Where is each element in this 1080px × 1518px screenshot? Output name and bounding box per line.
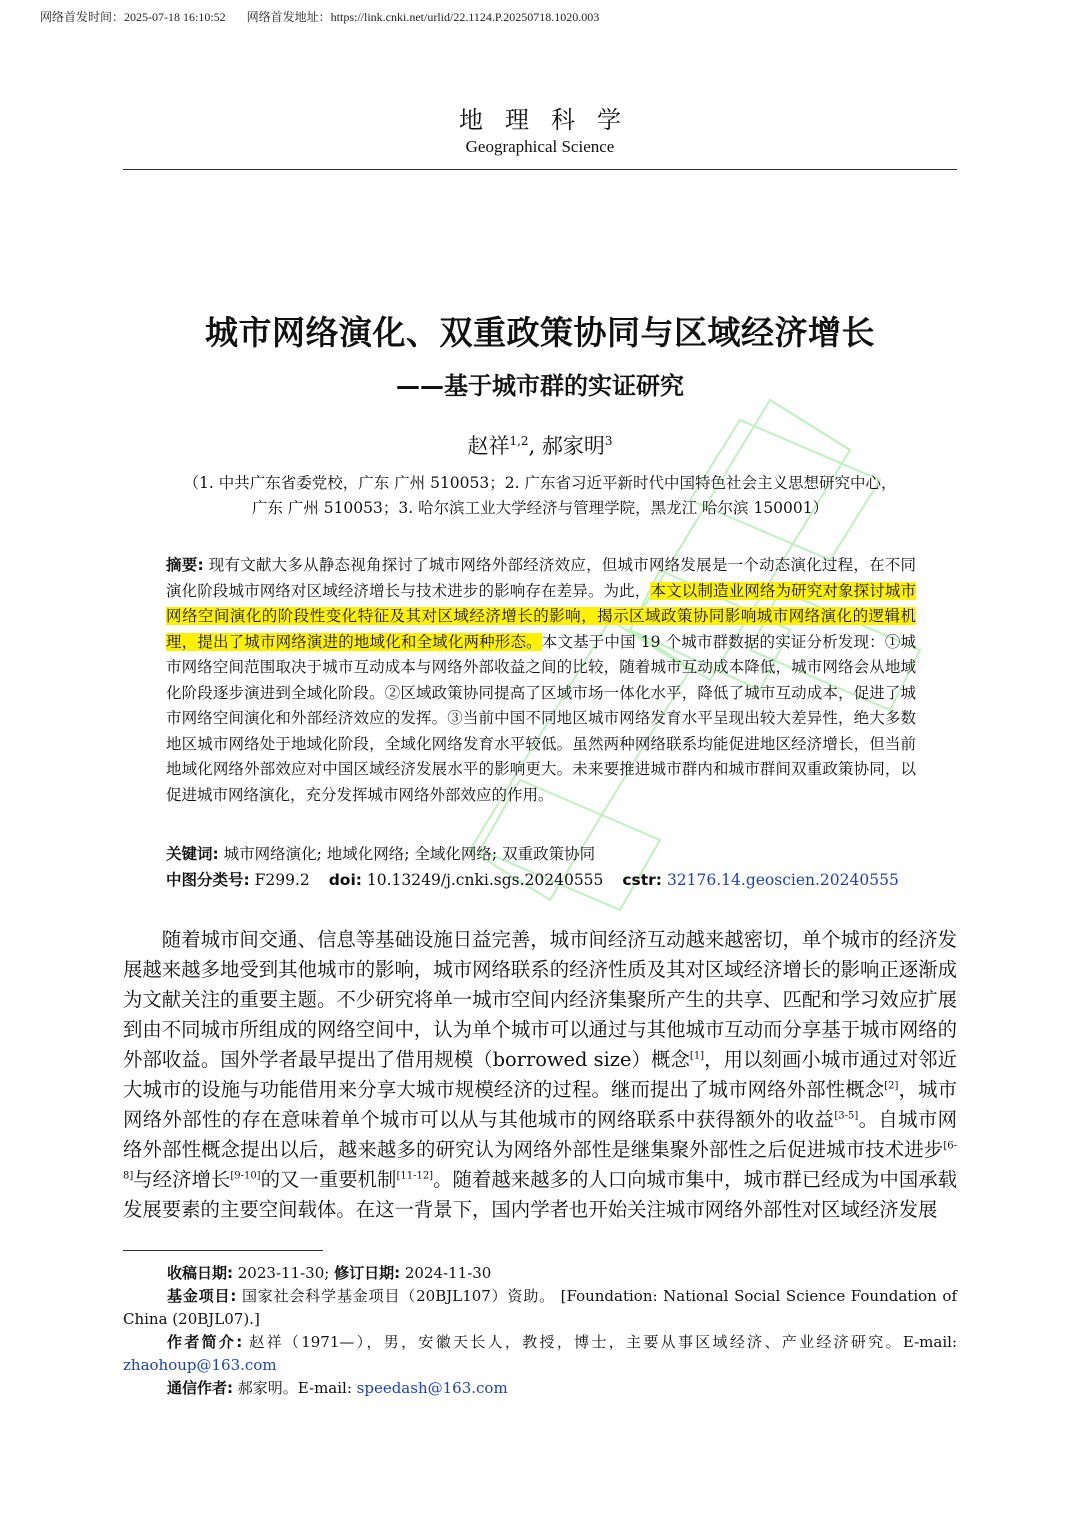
citation-ref[interactable]: [1] xyxy=(689,1050,705,1062)
affiliation-line: （1. 中共广东省委党校，广东 广州 510053；2. 广东省习近平新时代中国特色社会主义思想研究中心， xyxy=(183,474,897,492)
footnote-dates xyxy=(123,1262,957,1285)
cstr-link[interactable]: 32176.14.geoscien.20240555 xyxy=(662,871,899,889)
fund-label: 基金项目: xyxy=(167,1287,237,1305)
author-name: 郝家明 xyxy=(541,434,605,458)
online-publication-time: 网络首发时间：2025-07-18 16:10:52 xyxy=(40,10,226,24)
footnotes xyxy=(123,1262,957,1400)
body-text: 。自城市网络外部性概念提出以后，越来越多的研究认为网络外部性是继集聚外部性之后促进城市技术进步 xyxy=(123,1108,958,1161)
keywords-label: 关键词: xyxy=(166,845,219,863)
corr-text: 郝家明。E-mail: xyxy=(233,1379,357,1397)
article-title: 城市网络演化、双重政策协同与区域经济增长 xyxy=(205,313,875,352)
footnote-fund xyxy=(123,1285,957,1331)
body-text: 。随着越来越多的人口向城市集中，城市群已经成为中国承载发展要素的主要空间载体。在这一背景下，国内学者也开始关注城市网络外部性对区域经济发展 xyxy=(123,1168,958,1221)
citation-ref[interactable]: [9-10] xyxy=(230,1170,261,1182)
abstract xyxy=(166,553,916,808)
footnote-corresponding xyxy=(123,1377,957,1400)
online-publication-address: 网络首发地址：https://link.cnki.net/urlid/22.1124.P.20250718.1020.003 xyxy=(246,10,600,24)
received-label: 收稿日期: xyxy=(167,1264,233,1282)
bio-email-link[interactable]: zhaohoup@163.com xyxy=(123,1356,277,1374)
author-name: 赵祥 xyxy=(467,434,510,458)
citation-ref[interactable]: [3-5] xyxy=(834,1110,859,1122)
affiliations xyxy=(123,471,957,521)
body-text: ，城市网络外部性的存在意味着单个城市可以从与其他城市的网络联系中获得额外的收益 xyxy=(123,1078,958,1131)
citation-ref[interactable]: [11-12] xyxy=(396,1170,434,1182)
keywords xyxy=(166,842,595,864)
online-publication-header xyxy=(40,8,599,25)
body-text: 与经济增长 xyxy=(133,1168,231,1191)
abstract-highlight: 本文以制造业网络为研究对象探讨城市网络空间演化的阶段性变化特征及其对区域经济增长的影响，揭示区域政策协同影响城市网络演化的逻辑机理，提出了城市网络演进的地域化和全域化两种形态。 xyxy=(166,581,916,651)
bio-label: 作者简介: xyxy=(167,1333,243,1351)
abstract-text: 现有文献大多从静态视角探讨了城市网络外部经济效应，但城市网络发展是一个动态演化过程，在不同演化阶段城市网络对区域经济增长与技术进步的影响存在差异。为此， xyxy=(166,556,916,600)
abstract-text: 本文基于中国 19 个城市群数据的实证分析发现：①城市网络空间范围取决于城市互动成本与网络外部收益之间的比较，随着城市互动成本降低，城市网络会从地域化阶段逐步演进到全域化阶段。②区域政策协同提高了区域市场一体化水平，降低了城市互动成本，促进了城市网络空间演化和外部经济效应的发挥。③当前中国不同地区城市网络发育水平呈现出较大差异性，绝大多数地区城市网络处于地域化阶段，全域化网络发育水平较低。虽然两种网络联系均能促进地区经济增长，但当前地域化网络外部效应对中国区域经济发展水平的影响更大。未来要推进城市群内和城市群间双重政策协同，以促进城市网络演化，充分发挥城市网络外部效应的作用。 xyxy=(166,632,916,804)
corr-email-link[interactable]: speedash@163.com xyxy=(356,1379,508,1397)
clc-value: F299.2 xyxy=(249,871,310,889)
author-separator: , xyxy=(528,434,542,458)
author-list xyxy=(0,430,1080,460)
author-affil-marker: 1,2 xyxy=(509,434,529,448)
body-text: 的又一重要机制 xyxy=(260,1168,397,1191)
received-date: 2023-11-30; xyxy=(233,1264,330,1282)
body-text: ，用以刻画小城市通过对邻近大城市的设施与功能借用来分享大城市规模经济的过程。继而提出了城市网络外部性概念 xyxy=(123,1048,958,1101)
author-affil-marker: 3 xyxy=(604,434,613,448)
keywords-text: 城市网络演化; 地域化网络; 全域化网络; 双重政策协同 xyxy=(218,845,596,863)
footnote-divider xyxy=(123,1250,323,1251)
revised-date: 2024-11-30 xyxy=(400,1264,492,1282)
corr-label: 通信作者: xyxy=(167,1379,233,1397)
revised-label: 修订日期: xyxy=(334,1264,401,1282)
doi-label: doi: xyxy=(328,871,362,889)
abstract-label: 摘要: xyxy=(166,556,204,574)
citation-ref[interactable]: [6-8] xyxy=(123,1140,957,1182)
journal-name-en: Geographical Science xyxy=(465,137,615,156)
header-divider xyxy=(123,169,957,170)
footnote-bio xyxy=(123,1331,957,1377)
bio-text: 赵祥（1971—），男，安徽天长人，教授，博士，主要从事区域经济、产业经济研究。E-mail: xyxy=(242,1333,957,1351)
cstr-label: cstr: xyxy=(622,871,663,889)
doi-value: 10.13249/j.cnki.sgs.20240555 xyxy=(361,871,604,889)
affiliation-line: 广东 广州 510053；3. 哈尔滨工业大学经济与管理学院，黑龙江 哈尔滨 150001） xyxy=(251,499,829,517)
body-paragraph xyxy=(123,925,957,1225)
article-subtitle: ——基于城市群的实证研究 xyxy=(396,372,684,400)
classification-line xyxy=(166,868,899,890)
journal-name-cn: 地理科学 xyxy=(459,106,643,134)
body-text: 随着城市间交通、信息等基础设施日益完善，城市间经济互动越来越密切，单个城市的经济发展越来越多地受到其他城市的影响，城市网络联系的经济性质及其对区域经济增长的影响正逐渐成为文献关注的重要主题。不少研究将单一城市空间内经济集聚所产生的共享、匹配和学习效应扩展到由不同城市所组成的网络空间中，认为单个城市可以通过与其他城市互动而分享基于城市网络的外部收益。国外学者最早提出了借用规模（borrowed size）概念 xyxy=(123,928,957,1071)
citation-ref[interactable]: [2] xyxy=(884,1080,899,1092)
clc-label: 中图分类号: xyxy=(166,871,250,889)
fund-text: 国家社会科学基金项目（20BJL107）资助。 [Foundation: National Social Science Foundation of China (20BJL07).] xyxy=(123,1287,957,1328)
